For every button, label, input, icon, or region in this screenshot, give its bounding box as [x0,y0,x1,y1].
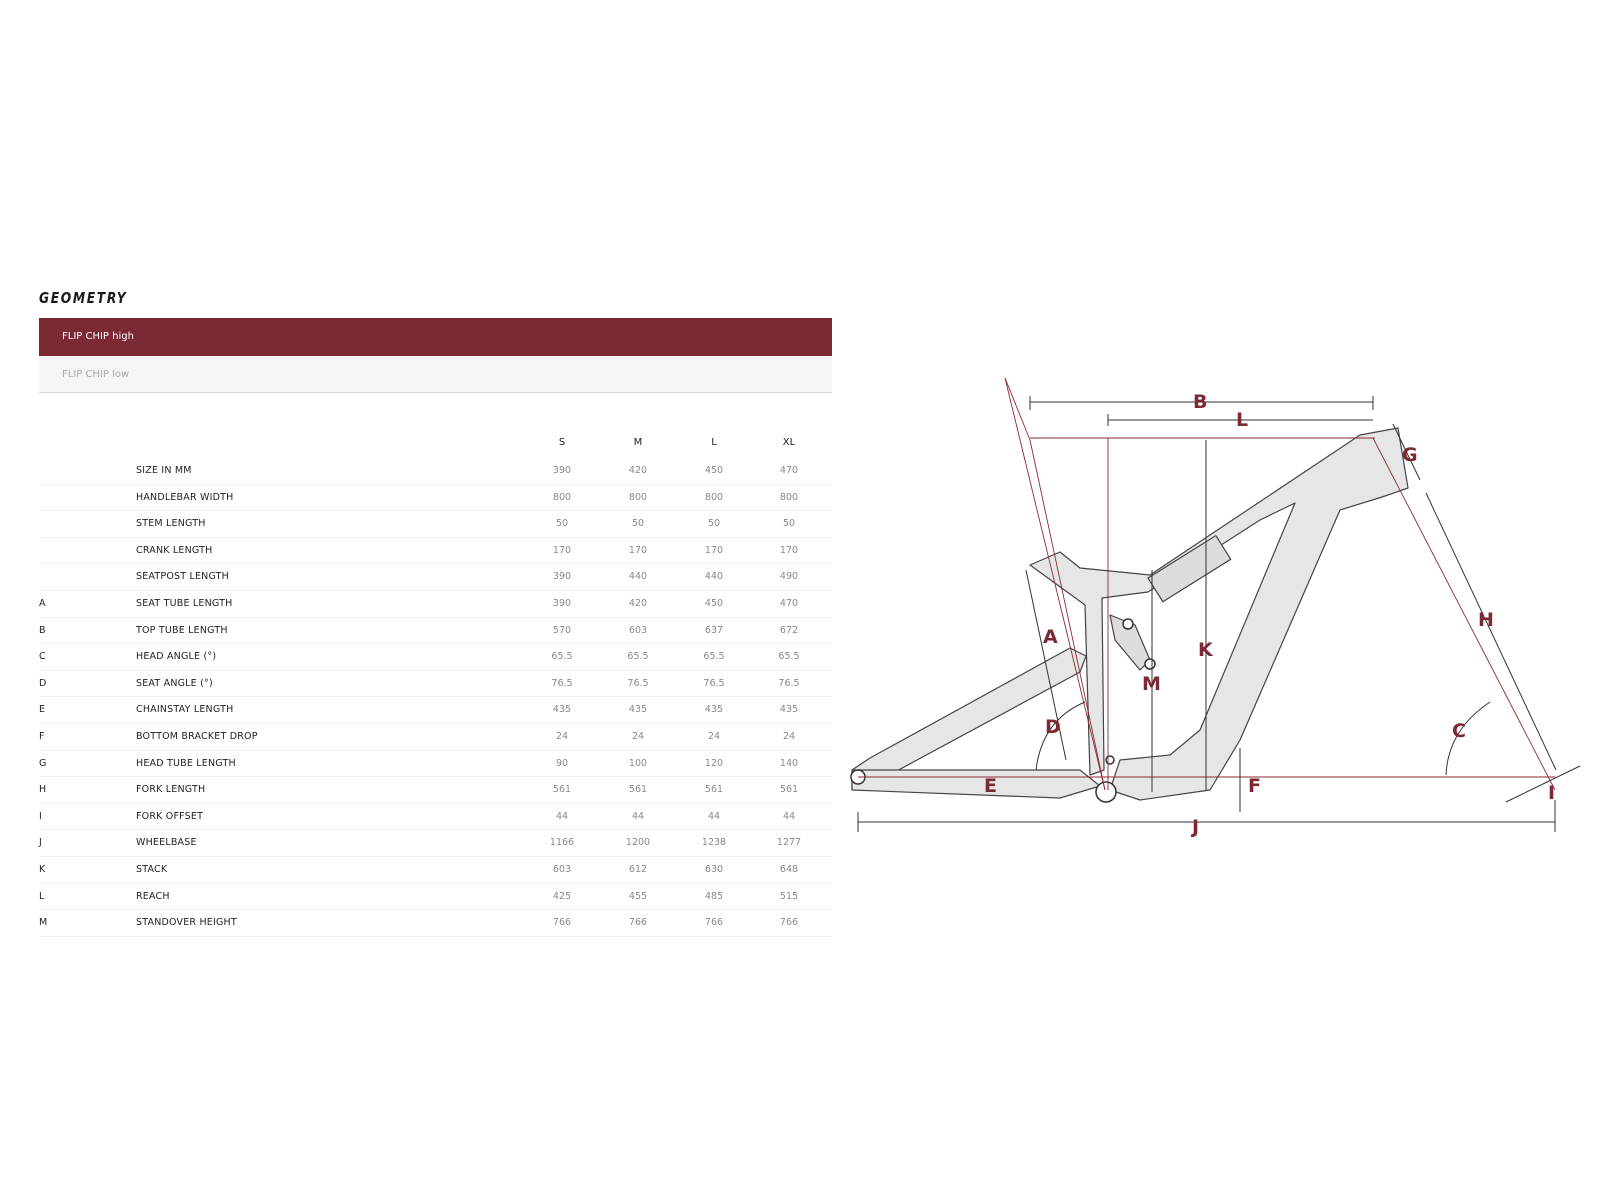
cell-value: 603 [628,624,648,636]
table-row [39,910,832,937]
pivot-top [1123,619,1133,629]
column-header-xl: XL [782,437,796,448]
table-row [39,564,832,591]
dim-label-m: M [1142,673,1161,695]
row-label: BOTTOM BRACKET DROP [136,730,258,742]
row-letter: G [39,757,47,769]
cell-value: 170 [704,544,724,556]
table-row [39,538,832,565]
row-label: CRANK LENGTH [136,544,213,556]
cell-value: 76.5 [551,677,573,689]
row-letter: B [39,624,46,636]
cell-value: 435 [704,704,724,716]
cell-value: 766 [552,917,572,929]
dim-label-a: A [1043,626,1058,648]
cell-value: 630 [704,863,724,875]
cell-value: 76.5 [703,677,725,689]
cell-value: 490 [779,571,799,583]
cell-value: 24 [555,730,569,742]
cell-value: 435 [779,704,799,716]
cell-value: 65.5 [778,651,800,663]
cell-value: 561 [704,784,724,796]
cell-value: 1277 [776,837,802,849]
table-row [39,618,832,645]
cell-value: 800 [779,491,799,503]
cell-value: 800 [628,491,648,503]
cell-value: 603 [552,863,572,875]
cell-value: 100 [628,757,648,769]
cell-value: 44 [631,810,645,822]
cell-value: 24 [782,730,796,742]
cell-value: 450 [704,465,724,476]
cell-value: 170 [628,544,648,556]
dim-label-l: L [1236,409,1249,431]
cell-value: 170 [779,544,799,556]
cell-value: 435 [628,704,648,716]
dim-label-f: F [1248,775,1261,797]
row-letter: J [39,837,42,849]
cell-value: 561 [779,784,799,796]
cell-value: 800 [704,491,724,503]
cell-value: 612 [628,863,648,875]
pivot-lower [1106,756,1114,764]
row-label: SEATPOST LENGTH [136,571,230,583]
frame-geometry-diagram [840,370,1600,840]
bottom-bracket [1096,782,1116,802]
cell-value: 24 [631,730,645,742]
column-header-l: L [711,437,717,448]
cell-value: 435 [552,704,572,716]
tab-flip-chip-low[interactable]: FLIP CHIP low [39,356,832,393]
dim-label-b: B [1193,391,1208,413]
cell-value: 672 [779,624,799,636]
dim-label-e: E [984,775,997,797]
cell-value: 637 [704,624,724,636]
row-label: HEAD ANGLE (°) [136,651,217,663]
row-letter: D [39,677,47,689]
table-header [39,430,832,458]
cell-value: 44 [782,810,796,822]
row-label: REACH [136,890,170,902]
cell-value: 766 [704,917,724,929]
cell-value: 455 [628,890,648,902]
cell-value: 44 [707,810,721,822]
cell-value: 561 [552,784,572,796]
dim-label-g: G [1402,444,1418,466]
cell-value: 390 [552,597,572,609]
table-row [39,857,832,884]
table-row [39,644,832,671]
dim-label-i: I [1548,782,1556,804]
row-label: SIZE IN MM [136,465,192,476]
dim-label-c: C [1452,720,1466,742]
row-letter: E [39,704,46,716]
cell-value: 24 [707,730,721,742]
chain-stay-shape [852,770,1100,798]
page-title: GEOMETRY [39,289,128,307]
dim-label-j: J [1192,816,1200,838]
row-letter: F [39,730,45,742]
cell-value: 470 [779,597,799,609]
cell-value: 50 [555,518,569,530]
cell-value: 450 [704,597,724,609]
cell-value: 800 [552,491,572,503]
cell-value: 561 [628,784,648,796]
table-row [39,830,832,857]
cell-value: 420 [628,465,648,476]
cell-value: 420 [628,597,648,609]
cell-value: 44 [555,810,569,822]
cell-value: 766 [779,917,799,929]
column-header-s: S [558,437,566,448]
cell-value: 1200 [625,837,651,849]
cell-value: 766 [628,917,648,929]
row-label: SEAT ANGLE (°) [136,677,213,689]
row-label: HANDLEBAR WIDTH [136,491,234,503]
cell-value: 65.5 [627,651,649,663]
dim-label-k: K [1198,639,1213,661]
cell-value: 570 [552,624,572,636]
row-label: SEAT TUBE LENGTH [136,597,233,609]
cell-value: 390 [552,571,572,583]
cell-value: 1238 [701,837,727,849]
table-row [39,804,832,831]
cell-value: 515 [779,890,799,902]
cell-value: 648 [779,863,799,875]
cell-value: 440 [704,571,724,583]
table-row [39,751,832,778]
row-label: STACK [136,863,168,875]
cell-value: 50 [631,518,645,530]
cell-value: 140 [779,757,799,769]
table-row [39,671,832,698]
cell-value: 470 [779,465,799,476]
row-label: FORK OFFSET [136,810,204,822]
row-label: CHAINSTAY LENGTH [136,704,234,716]
cell-value: 425 [552,890,572,902]
row-letter: I [39,810,42,822]
row-label: HEAD TUBE LENGTH [136,757,236,769]
table-row [39,511,832,538]
table-row [39,884,832,911]
cell-value: 440 [628,571,648,583]
table-row [39,591,832,618]
cell-value: 90 [555,757,569,769]
cell-value: 1166 [549,837,575,849]
row-letter: K [39,863,46,875]
row-label: FORK LENGTH [136,784,206,796]
column-header-m: M [633,437,643,448]
geometry-table [39,430,832,937]
cell-value: 65.5 [703,651,725,663]
cell-value: 120 [704,757,724,769]
row-label: STEM LENGTH [136,518,206,530]
table-row [39,724,832,751]
cell-value: 485 [704,890,724,902]
row-letter: L [39,890,45,902]
row-letter: H [39,784,47,796]
cell-value: 390 [552,465,572,476]
cell-value: 76.5 [627,677,649,689]
cell-value: 170 [552,544,572,556]
tab-flip-chip-high[interactable]: FLIP CHIP high [39,318,832,356]
cell-value: 50 [782,518,796,530]
table-row [39,697,832,724]
table-row [39,777,832,804]
table-row [39,485,832,512]
table-row [39,458,832,485]
main-frame-shape [1030,428,1408,800]
row-label: TOP TUBE LENGTH [136,624,228,636]
dim-label-d: D [1045,716,1061,738]
cell-value: 76.5 [778,677,800,689]
row-letter: M [39,917,48,929]
pivot-link [1145,659,1155,669]
row-label: STANDOVER HEIGHT [136,917,237,929]
row-letter: A [39,597,46,609]
dim-label-h: H [1478,609,1494,631]
cell-value: 65.5 [551,651,573,663]
row-letter: C [39,651,46,663]
cell-value: 50 [707,518,721,530]
bike-frame [852,428,1408,800]
row-label: WHEELBASE [136,837,197,849]
